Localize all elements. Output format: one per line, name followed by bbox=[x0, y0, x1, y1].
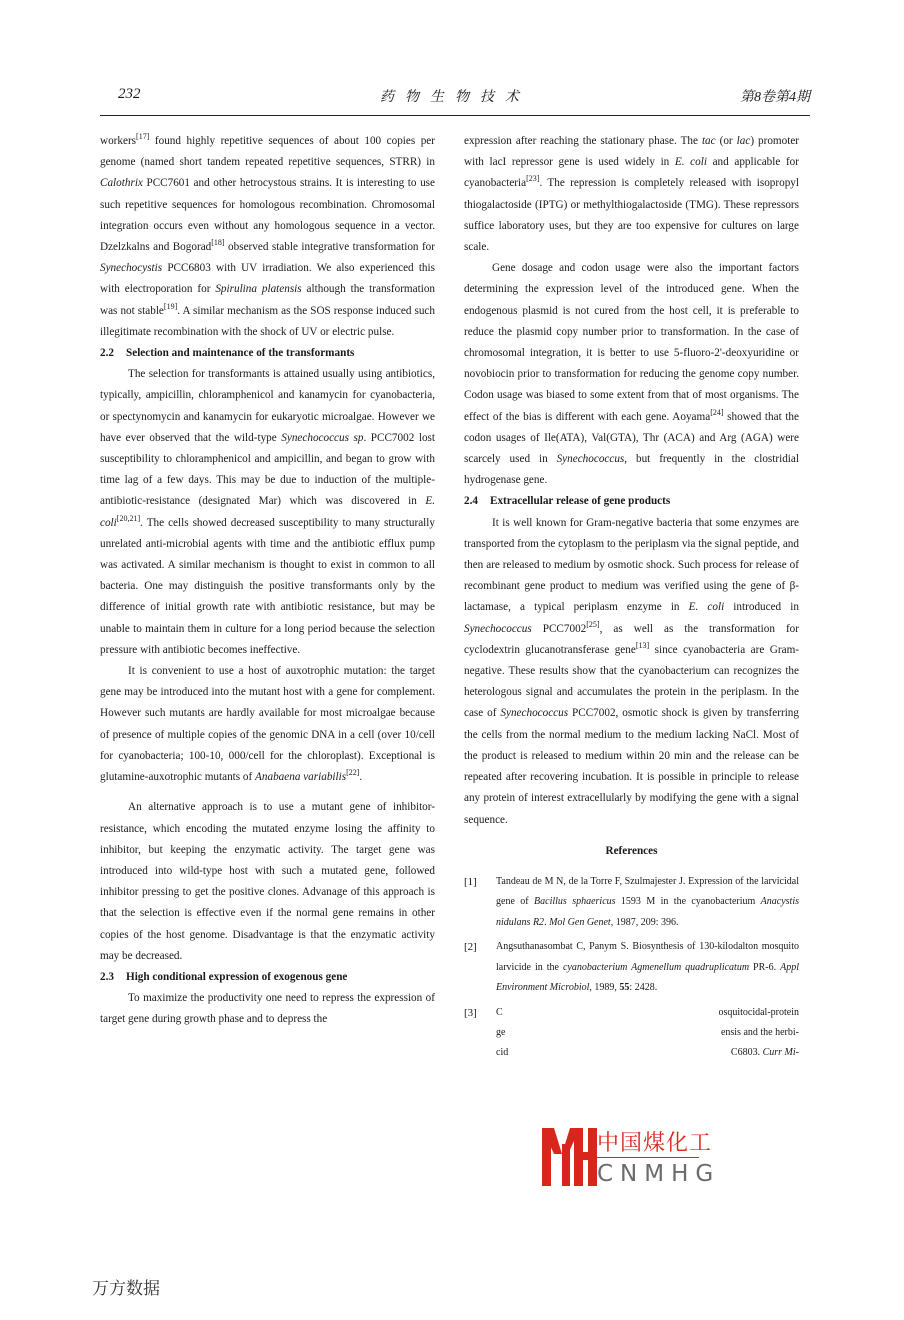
paragraph: To maximize the productivity one need to repress the expression of target gene during growth phase and to depress the bbox=[100, 992, 435, 1026]
paragraph: It is convenient to use a host of auxotrophic mutation: the target gene may be introduced into the mutant host with a gene for complement. However such mutants are hardly available for most microalgae because of presence of multiple copies of the genomic DNA in a cell (over 10/cell for cyanobacteria; 100-10, 000/cell for the chloroplast). Exceptional is glutamine-auxotrophic mutants of Anabaena variabilis[22]. bbox=[100, 665, 435, 784]
right-column bbox=[464, 131, 799, 1069]
section-heading-2-2: 2.2 Selection and maintenance of the transformants bbox=[100, 347, 355, 360]
citation[interactable]: [24] bbox=[710, 407, 724, 417]
paragraph: The selection for transformants is attained usually using antibiotics, typically, ampicillin, chloramphenicol and kanamycin for cyanobacteria, or spectynomycin and kanamycin for eukaryotic microalgae. However we have ever observed that the wild-type Synechococcus sp. PCC7002 lost susceptibility to chloramphenicol and ampicillin, and began to grow with time lag of a few days. This may be due to induction of the multiple-antibiotic-resistance (designated Mar) which was discovered in E. coli[20,21]. The cells showed decreased susceptibility to many structurally unrelated anti-microbial agents with time and the antibiotic efflux pump was activated. A similar mechanism is thought to exist in common to all bacteria. One may distinguish the positive transformants only by the difference of initial growth rate with antibiotic resistance, but may be unable to maintain them in culture for a long period because the selection pressure with antibiotic becomes ineffective. bbox=[100, 368, 435, 656]
watermark bbox=[540, 1124, 810, 1194]
watermark-divider bbox=[597, 1157, 699, 1158]
references-heading: References bbox=[605, 844, 658, 857]
citation[interactable]: [13] bbox=[635, 640, 650, 650]
citation[interactable]: [18] bbox=[211, 238, 225, 248]
reference-item: [2] Angsuthanasombat C, Panym S. Biosynthesis of 130-kilodalton mosquito larvicide in the cyanobacterium Agmenellum quadruplicatum PR-6. Appl Environment Microbiol, 1989, 55: 2428. bbox=[464, 937, 799, 999]
citation[interactable]: [25] bbox=[586, 619, 600, 629]
citation[interactable]: [22] bbox=[346, 768, 360, 778]
page-number: 232 bbox=[118, 86, 141, 102]
footer-brand: 万方数据 bbox=[92, 1279, 160, 1299]
paragraph: workers[17] found highly repetitive sequences of about 100 copies per genome (named short tandem repeated repetitive sequences, STRR) in Calothrix PCC7601 and other hetrocystous strains. It is interesting to use such repetitive sequences for homologous recombination. Chromosomal integration occurs even without any homologous sequence in a vector. Dzelzkalns and Bogorad[18] observed stable integrative transformation for Synechocystis PCC6803 with UV irradiation. We also experienced this with electroporation for Spirulina platensis although the transformation was not stable[19]. A similar mechanism as the SOS response induced such illegitimate recombination with the shock of UV or electric pulse. bbox=[100, 132, 436, 338]
journal-title: 药物生物技术 bbox=[380, 90, 530, 105]
citation[interactable]: [20,21] bbox=[116, 513, 141, 523]
running-header bbox=[100, 86, 810, 110]
reference-number: [3] bbox=[464, 1006, 477, 1019]
left-column bbox=[100, 131, 435, 1031]
citation[interactable]: [19] bbox=[163, 301, 178, 311]
reference-item: [1] Tandeau de M N, de la Torre F, Szulmajester J. Expression of the larvicidal gene of Bacillus sphaericus 1593 M in the cyanobacterium Anacystis nidulans R2. Mol Gen Genet, 1987, 209: 396. bbox=[464, 872, 799, 934]
citation[interactable]: [23] bbox=[526, 174, 540, 184]
reference-item-partial: [3] C osquitocidal-protein ge ensis and the herbi- cid C6803. Curr Mi- bbox=[464, 1003, 799, 1065]
reference-number: [1] bbox=[464, 875, 477, 888]
issue-label: 第8卷第4期 bbox=[740, 90, 810, 105]
section-heading-2-3: 2.3 High conditional expression of exogenous gene bbox=[100, 970, 348, 983]
watermark-en-text: CNMHG bbox=[597, 1161, 721, 1187]
paragraph: An alternative approach is to use a mutant gene of inhibitor-resistance, which encoding the mutated enzyme losing the affinity to inhibitor, but keeping the enzymatic activity. The target gene was introduced into wild-type host with such a mutated gene, followed inhibitor pressing to get the positive clones. Advanage of this approach is that the selection is effective even if the normal gene remains in other copies of the host genome. Disadvantage is that the enzymatic activity may be decreased. bbox=[100, 801, 435, 962]
watermark-cn-text: 中国煤化工 bbox=[597, 1126, 714, 1157]
citation[interactable]: [17] bbox=[136, 132, 150, 141]
cnmhg-logo-icon bbox=[540, 1124, 598, 1188]
paragraph: expression after reaching the stationary phase. The tac (or lac) promoter with lacI repressor gene is used widely in E. coli and applicable for cyanobacteria[23]. The repression is completely released with isopropyl thiogalactoside (IPTG) or methylthiogalactoside (TMG). These repressors suffice laboratory uses, but they are too expensive for cultures on large scale. bbox=[464, 135, 800, 254]
header-rule bbox=[100, 115, 810, 116]
paragraph: It is well known for Gram-negative bacteria that some enzymes are transported from the cytoplasm to the periplasm via the signal peptide, and then are released to medium by osmotic shock. Such process for release of recombinant gene product to medium was verified using the gene of β-lactamase, a typical periplasm enzyme in E. coli introduced in Synechococcus PCC7002[25], as well as the transformation for cyclodextrin glucanotransferase gene[13] since cyanobacteria are Gram-negative. These results show that the cyanobacterium can recognizes the heterologous signal and accumulates the protein in the periplasm. In the case of Synechococcus PCC7002, osmotic shock is given by transferring the cells from the normal medium to the medium lacking NaCl. Most of the product is released to medium within 20 min and the release can be repeated after recovering incubation. It is possible in principle to release any protein of interest extracellularly by modifying the gene with a signal sequence. bbox=[464, 516, 799, 826]
reference-number: [2] bbox=[464, 941, 477, 954]
section-heading-2-4: 2.4 Extracellular release of gene products bbox=[464, 495, 671, 508]
paragraph: Gene dosage and codon usage were also the important factors determining the expression level of the introduced gene. When the endogenous plasmid is not cured from the host cell, it is preferable to reduce the plasmid copy number prior to transformation. In the case of chromosomal integration, it is better to use 5-fluoro-2'-deoxyuridine or novobiocin prior to transformation for reducing the genome copy number. Codon usage was biased to some extent from that of most organisms. The effect of the bias is different with each gene. Aoyama[24] showed that the codon usages of Ile(ATA), Val(GTA), Thr (ACA) and Arg (AGA) were scarcely used in Synechococcus, but frequently in the clostridial hydrogenase gene. bbox=[464, 262, 799, 487]
